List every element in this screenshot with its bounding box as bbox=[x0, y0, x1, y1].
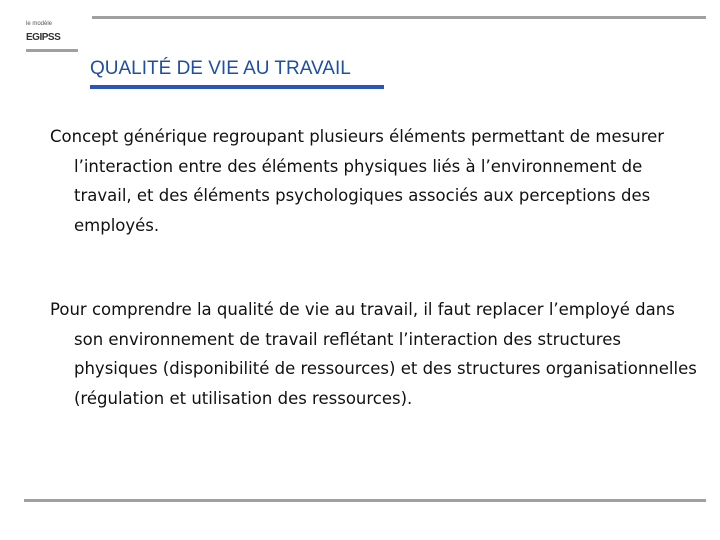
bottom-divider bbox=[24, 499, 706, 502]
logo-underline-divider bbox=[26, 49, 78, 52]
paragraph-definition: Concept générique regroupant plusieurs éléments permettant de mesurer l’interaction entre des éléments physiques liés à l’environnement de travail, et des éléments psychologiques associés aux perceptions des employés. bbox=[50, 127, 665, 235]
slide-title: QUALITÉ DE VIE AU TRAVAIL bbox=[90, 58, 351, 79]
paragraph-explanation: Pour comprendre la qualité de vie au travail, il faut replacer l’employé dans son environnement de travail reflétant l’interaction des structures physiques (disponibilité de ressources) et des structures organisationnelles (régulation et utilisation des ressources). bbox=[50, 300, 697, 408]
logo-tagline: le modèle bbox=[26, 21, 53, 27]
title-underline bbox=[90, 85, 384, 89]
logo-brand: EGIPSS bbox=[26, 32, 61, 43]
top-divider bbox=[92, 16, 706, 19]
